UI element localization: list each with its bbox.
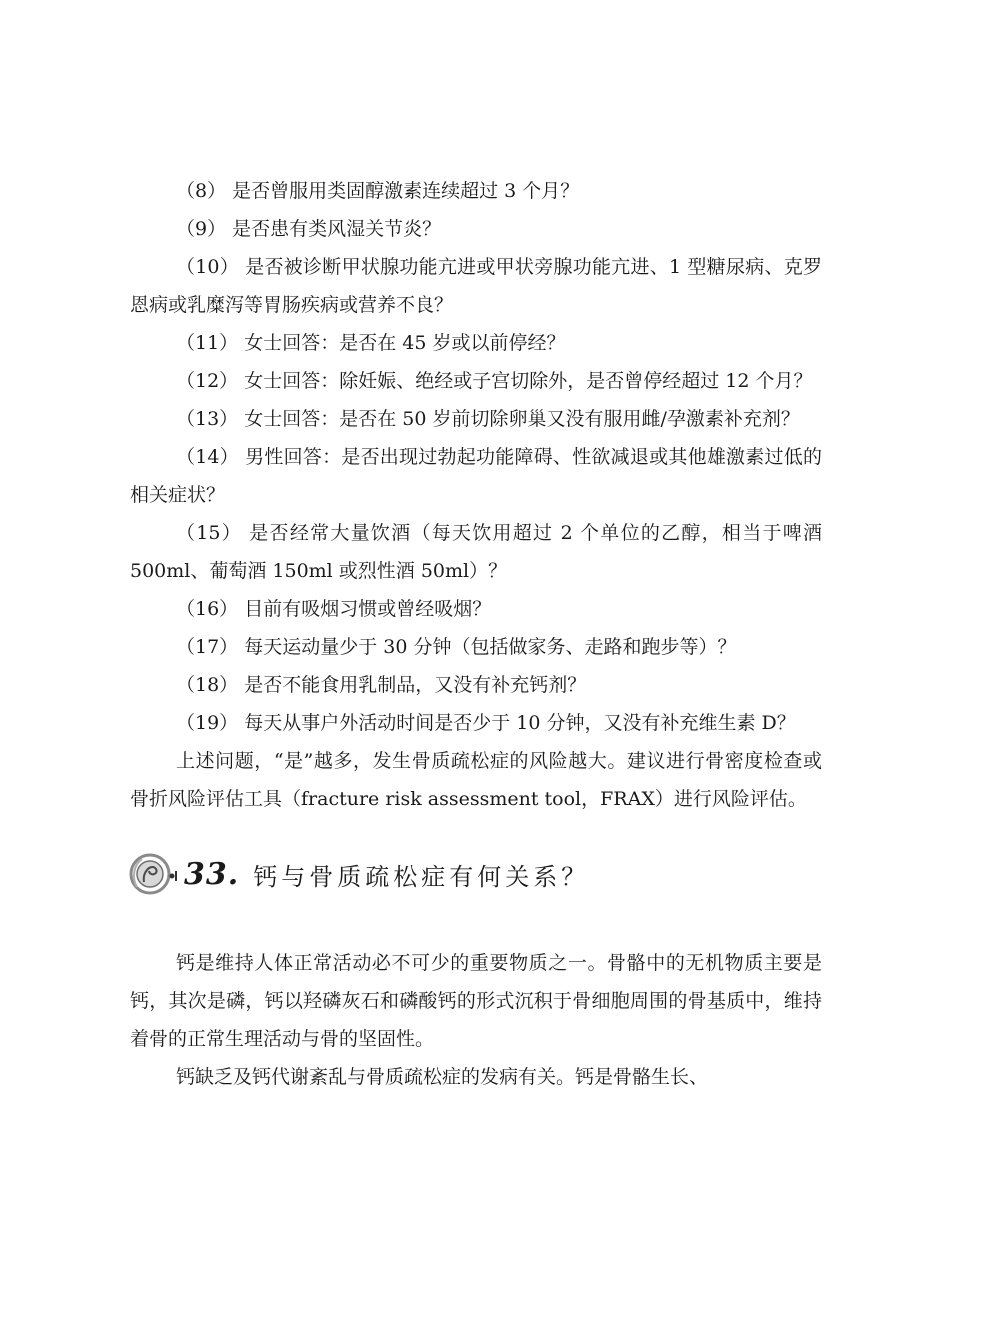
section-heading (130, 844, 822, 904)
question-8: （8） 是否曾服用类固醇激素连续超过 3 个月？ (176, 180, 580, 202)
question-9: （9） 是否患有类风湿关节炎？ (176, 218, 442, 240)
conclusion-paragraph: 上述问题，“是”越多，发生骨质疏松症的风险越大。建议进行骨密度检查或骨折风险评估工具（fracture risk assessment tool，FRAX）进行风险评估。 (130, 750, 822, 810)
question-12: （12） 女士回答：除妊娠、绝经或子宫切除外，是否曾停经超过 12 个月？ (176, 370, 813, 392)
question-11: （11） 女士回答：是否在 45 岁或以前停经？ (176, 332, 566, 354)
page-content (130, 172, 822, 1096)
section-number: 33. (184, 856, 240, 892)
question-10: （10） 是否被诊断甲状腺功能亢进或甲状旁腺功能亢进、1 型糖尿病、克罗恩病或乳糜泻等胃肠疾病或营养不良？ (130, 256, 822, 316)
body-paragraph-1: 钙是维持人体正常活动必不可少的重要物质之一。骨骼中的无机物质主要是钙，其次是磷，钙以羟磷灰石和磷酸钙的形式沉积于骨细胞周围的骨基质中，维持着骨的正常生理活动与骨的坚固性。 (130, 952, 822, 1050)
question-15: （15） 是否经常大量饮酒（每天饮用超过 2 个单位的乙醇，相当于啤酒 500ml、葡萄酒 150ml 或烈性酒 50ml）？ (130, 522, 822, 582)
section-title: 钙与骨质疏松症有何关系？ (253, 862, 590, 891)
question-18: （18） 是否不能食用乳制品，又没有补充钙剂？ (176, 674, 587, 696)
question-17: （17） 每天运动量少于 30 分钟（包括做家务、走路和跑步等）？ (176, 636, 737, 658)
body-paragraph-2: 钙缺乏及钙代谢紊乱与骨质疏松症的发病有关。钙是骨骼生长、 (176, 1066, 709, 1088)
question-13: （13） 女士回答：是否在 50 岁前切除卵巢又没有服用雌/孕激素补充剂？ (176, 408, 800, 430)
section-swirl-icon (128, 849, 178, 899)
question-14: （14） 男性回答：是否出现过勃起功能障碍、性欲减退或其他雄激素过低的相关症状？ (130, 446, 822, 506)
question-16: （16） 目前有吸烟习惯或曾经吸烟？ (176, 598, 492, 620)
question-19: （19） 每天从事户外活动时间是否少于 10 分钟，又没有补充维生素 D？ (176, 712, 796, 734)
